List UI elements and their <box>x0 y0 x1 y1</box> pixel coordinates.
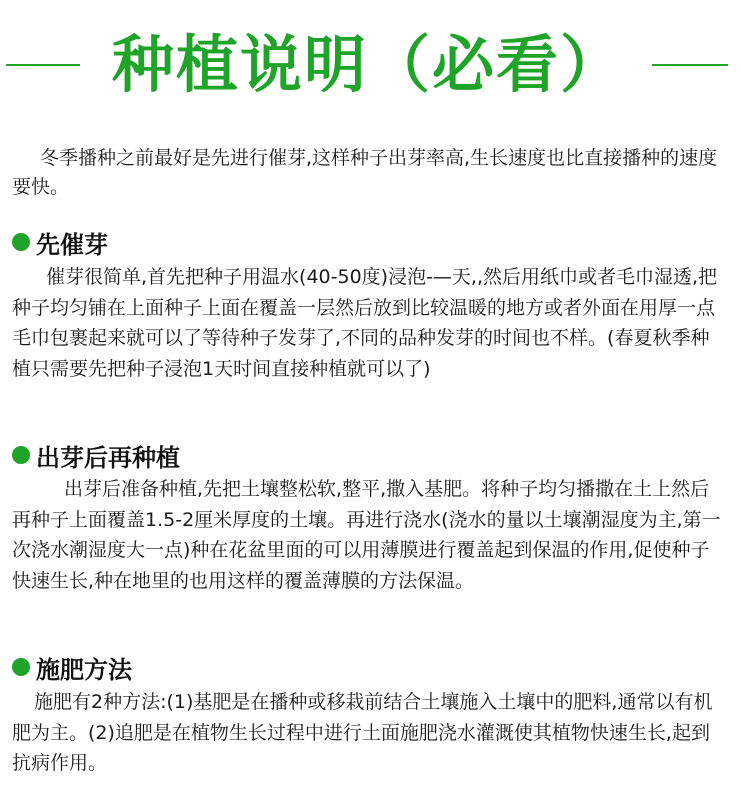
section-body-germination: 催芽很简单,首先把种子用温水(40-50度)浸泡-—天,,然后用纸巾或者毛巾湿透,把种子均匀铺在上面种子上面在覆盖一层然后放到比较温暖的地方或者外面在用厚一点毛巾包裹起来就可以了等待种子发芽了,不同的品种发芽的时间也不样。(春夏秋季种植只需要先把种子浸泡1天时间直接种植就可以了) <box>12 266 718 380</box>
bullet-dot-icon <box>12 233 30 251</box>
section-heading-label: 施肥方法 <box>36 655 132 684</box>
page-title: 种植说明（必看） <box>111 28 624 101</box>
section-body-planting: 出芽后准备种植,先把土壤整松软,整平,撒入基肥。将种子均匀播撒在土上然后再种子上面覆盖1.5-2厘米厚度的土壤。再进行浇水(浇水的量以土壤潮湿度为主,第一次浇水潮湿度大一点)种在花盆里面的可以用薄膜进行覆盖起到保温的作用,促使种子快速生长,种在地里的也用这样的覆盖薄膜的方法保温。 <box>12 478 721 592</box>
title-divider-right <box>652 64 728 66</box>
title-divider-left <box>6 64 80 66</box>
bullet-dot-icon <box>12 658 30 676</box>
section-heading-planting <box>12 438 180 472</box>
section-heading-label: 先催芽 <box>36 230 108 259</box>
section-heading-label: 出芽后再种植 <box>36 443 180 472</box>
section-body-fertilizing: 施肥有2种方法:(1)基肥是在播种或移栽前结合土壤施入土壤中的肥料,通常以有机肥为主。(2)追肥是在植物生长过程中进行土面施肥浇水灌溉使其植物快速生长,起到抗病作用。 <box>12 691 713 774</box>
title-banner <box>0 20 741 115</box>
section-heading-fertilizing <box>12 650 132 684</box>
intro-paragraph: 冬季播种之前最好是先进行催芽,这样种子出芽率高,生长速度也比直接播种的速度要快。 <box>12 147 718 198</box>
bullet-dot-icon <box>12 446 30 464</box>
section-heading-germination <box>12 225 108 259</box>
